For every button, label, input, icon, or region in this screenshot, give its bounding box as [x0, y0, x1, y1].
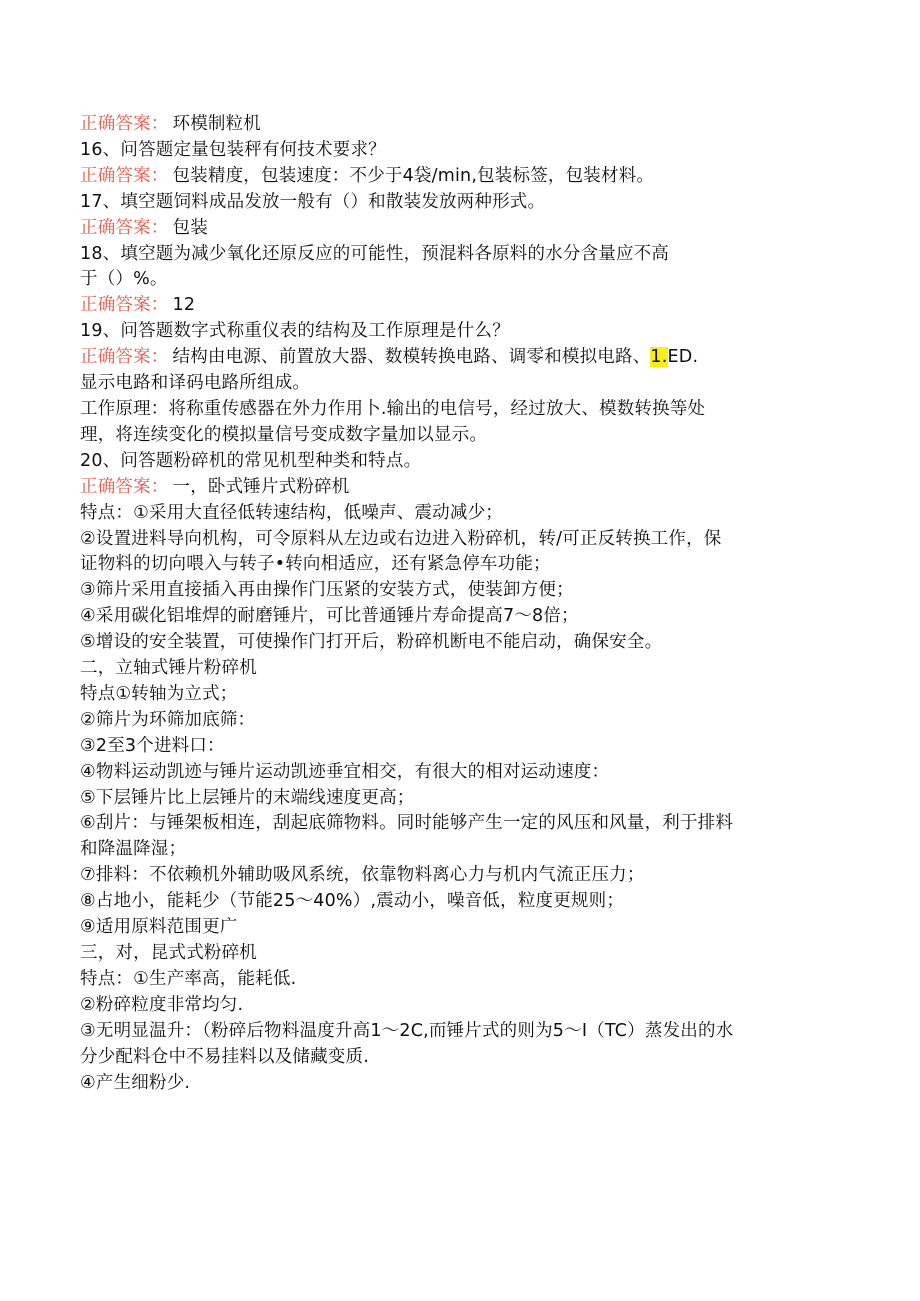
body-line: ④采用碳化铝堆焊的耐磨锤片，可比普通锤片寿命提高7～8倍； — [80, 606, 579, 627]
answer-label: 正确答案： — [80, 114, 169, 134]
answer-text-tail: ED. — [667, 347, 699, 368]
answer-line — [80, 112, 840, 138]
answer-text: 结构由电源、前置放大器、数模转换电路、调零和模拟电路、 — [172, 347, 651, 368]
body-line: 理，将连续变化的模拟量信号变成数字量加以显示。 — [80, 424, 488, 445]
body-line: 显示电路和译码电路所组成。 — [80, 373, 311, 394]
answer-text: 环模制粒机 — [172, 114, 261, 134]
body-line: 特点：①采用大直径低转速结构，低噪声、震动减少； — [80, 502, 503, 523]
highlighted-text: 1. — [650, 347, 668, 368]
body-line: 特点：①生产率高，能耗低. — [80, 968, 297, 989]
answer-label: 正确答案： — [80, 476, 169, 497]
answer-label: 正确答案： — [80, 295, 169, 316]
question-line: 17、填空题饲料成品发放一般有（）和散装发放两种形式。 — [80, 191, 546, 212]
body-line: ③无明显温升：（粉碎后物料温度升高1～2C,而锤片式的则为5～I（TC）蒸发出的水 — [80, 1020, 734, 1041]
body-line: ⑤增设的安全装置，可使操作门打开后，粉碎机断电不能启动，确保安全。 — [80, 632, 663, 653]
answer-text: 包装精度，包装速度：不少于4袋/min,包装标签，包装材料。 — [172, 165, 655, 186]
question-line: 18、填空题为减少氧化还原反应的可能性，预混料各原料的水分含量应不高 — [80, 243, 670, 264]
body-line: 证物料的切向喂入与转子•转向相适应，还有紧急停车功能； — [80, 554, 551, 575]
answer-label: 正确答案： — [80, 347, 169, 368]
question-line: 19、问答题数字式称重仪表的结构及工作原理是什么？ — [80, 321, 510, 342]
body-line: 分少配料仓中不易挂料以及储藏变质. — [80, 1046, 369, 1067]
body-line: ③2至3个进料口： — [80, 735, 225, 756]
body-line: ⑨适用原料范围更广 — [80, 917, 238, 938]
question-line: 16、问答题定量包装秤有何技术要求？ — [80, 139, 386, 160]
body-line: ④物料运动凯迹与锤片运动凯迹垂宜相交，有很大的相对运动速度： — [80, 761, 610, 782]
body-line: ②设置进料导向机构，可令原料从左边或右边进入粉碎机，转/可正反转换工作，保 — [80, 528, 722, 549]
answer-line — [80, 475, 840, 501]
section-heading: 三，对，昆式式粉碎机 — [80, 943, 257, 963]
answer-label: 正确答案： — [80, 165, 169, 186]
body-line: ③筛片采用直接插入再由操作门压紧的安装方式，使装卸方便； — [80, 580, 574, 601]
answer-line — [80, 293, 840, 319]
body-line: ②筛片为环筛加底筛： — [80, 709, 256, 730]
document-body — [80, 112, 840, 1096]
body-line: 特点①转轴为立式； — [80, 683, 238, 704]
body-line: ②粉碎粒度非常均匀. — [80, 994, 244, 1015]
body-line: ⑧占地小，能耗少（节能25～40%）,震动小，噪音低，粒度更规则； — [80, 891, 625, 912]
answer-line — [80, 164, 840, 190]
body-line: ④产生细粉少. — [80, 1072, 191, 1093]
answer-line — [80, 216, 840, 242]
answer-text: 一，卧式锤片式粉碎机 — [172, 476, 350, 497]
answer-text: 包装 — [172, 217, 208, 238]
section-heading: 二，立轴式锤片粉碎机 — [80, 658, 257, 679]
body-line: 和降温降湿； — [80, 839, 187, 860]
body-line: ⑦排料：不依赖机外辅助吸风系统，依靠物料离心力与机内气流正压力； — [80, 865, 645, 886]
answer-label: 正确答案： — [80, 217, 169, 238]
body-line: ⑥刮片：与锤架板相连，刮起底筛物料。同时能够产生一定的风压和风量，利于排料 — [80, 813, 734, 834]
question-line: 20、问答题粉碎机的常见机型种类和特点。 — [80, 450, 422, 471]
body-line: ⑤下层锤片比上层锤片的末端线速度更高； — [80, 787, 415, 808]
body-line: 工作原理：将称重传感器在外力作用卜.输出的电信号，经过放大、模数转换等处 — [80, 398, 706, 419]
answer-text: 12 — [172, 295, 196, 316]
question-line-continued: 于（）%。 — [80, 269, 168, 290]
answer-line — [80, 345, 840, 371]
